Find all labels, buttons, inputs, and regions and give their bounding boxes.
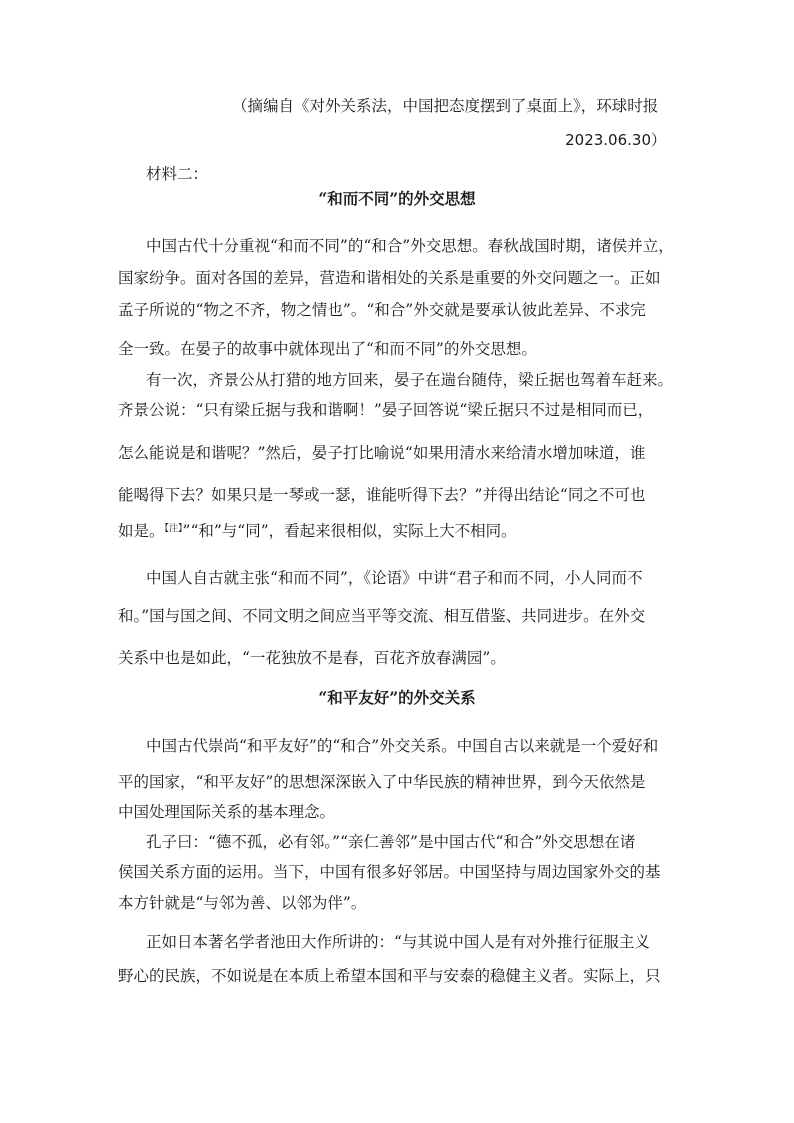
paragraph-line-with-note [118, 519, 517, 541]
paragraph-line: 中国人自古就主张“和而不同”，《论语》中讲“君子和而不同，小人同而不 [146, 569, 643, 587]
paragraph-line: 本方针就是“与邻为善、以邻为伴”。 [118, 894, 367, 912]
paragraph-line: 侯国关系方面的运用。当下，中国有很多好邻居。中国坚持与周边国家外交的基 [118, 863, 661, 881]
paragraph-line: 孔子曰：“德不孤，必有邻。”“亲仁善邻”是中国古代“和合”外交思想在诸 [146, 833, 636, 851]
paragraph-line: 孟子所说的“物之不齐，物之情也”。“和合”外交就是要承认彼此差异、不求完 [118, 301, 646, 319]
paragraph-line: 能喝得下去？如果只是一琴或一瑟，谁能听得下去？”并得出结论“同之不可也 [118, 486, 646, 504]
section-heading-harmony-difference: “和而不同”的外交思想 [318, 189, 476, 208]
paragraph-line: 国家纷争。面对各国的差异，营造和谐相处的关系是重要的外交问题之一。正如 [118, 269, 661, 287]
line-rest: ”“和”与“同”，看起来很相似，实际上大不相同。 [182, 522, 517, 540]
paragraph-line: 中国古代崇尚“和平友好”的“和合”外交关系。中国自古以来就是一个爱好和 [146, 737, 659, 755]
source-citation-line-1: （摘编自《对外关系法，中国把态度摆到了桌面上》，环球时报 [232, 97, 659, 115]
line-prefix: 如是。 [118, 522, 165, 540]
paragraph-line: 怎么能说是和谐呢？”然后，晏子打比喻说“如果用清水来给清水增加味道，谁 [118, 444, 646, 462]
paragraph-line: 齐景公说：“只有梁丘据与我和谐啊！”晏子回答说“梁丘据只不过是相同而已， [118, 401, 654, 419]
paragraph-line: 关系中也是如此，“一花独放不是春，百花齐放春满园”。 [118, 649, 506, 667]
paragraph-line: 中国古代十分重视“和而不同”的“和合”外交思想。春秋战国时期，诸侯并立， [146, 237, 674, 255]
source-citation-date: 2023.06.30） [565, 131, 666, 149]
paragraph-line: 正如日本著名学者池田大作所讲的：“与其说中国人是有对外推行征服主义 [146, 933, 650, 951]
note-marker: 【注】 [164, 524, 183, 534]
paragraph-line: 全一致。在晏子的故事中就体现出了“和而不同”的外交思想。 [118, 340, 537, 358]
paragraph-line: 有一次，齐景公从打猎的地方回来，晏子在遄台随侍，梁丘据也驾着车赶来。 [146, 371, 674, 389]
section-heading-peace-friendship: “和平友好”的外交关系 [318, 688, 476, 707]
material-label: 材料二： [146, 165, 209, 183]
paragraph-line: 和。”国与国之间、不同文明之间应当平等交流、相互借鉴、共同进步。在外交 [118, 607, 646, 625]
paragraph-line: 野心的民族，不如说是在本质上希望本国和平与安泰的稳健主义者。实际上，只 [118, 967, 661, 985]
paragraph-line: 中国处理国际关系的基本理念。 [118, 803, 336, 821]
paragraph-line: 平的国家，“和平友好”的思想深深嵌入了中华民族的精神世界，到今天依然是 [118, 773, 646, 791]
